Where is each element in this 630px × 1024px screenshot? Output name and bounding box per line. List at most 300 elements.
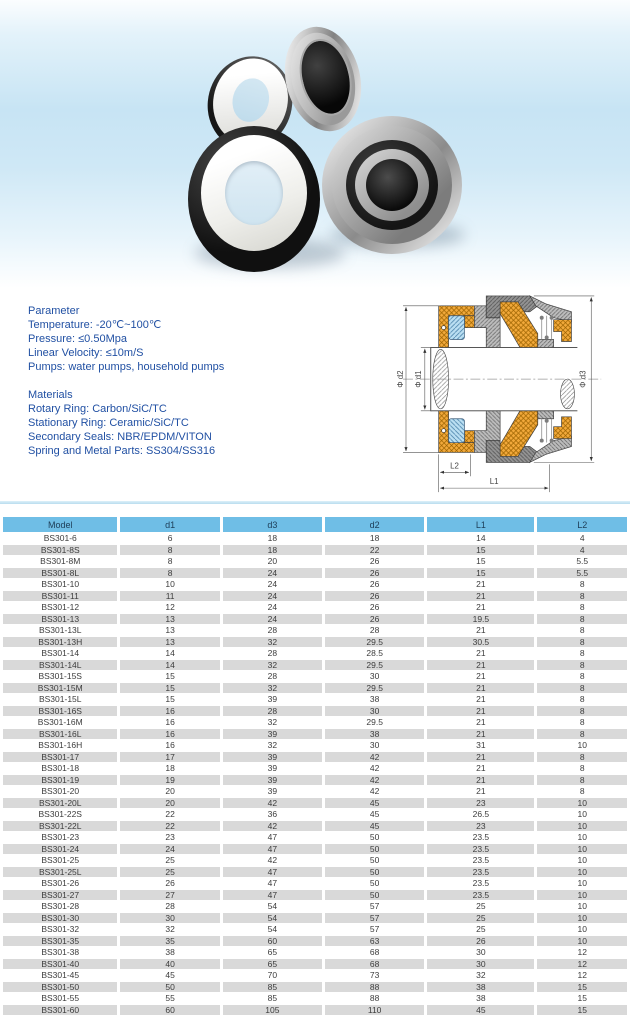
table-cell: 10 bbox=[537, 867, 627, 878]
table-cell: BS301-13L bbox=[38, 625, 82, 635]
table-cell: 23.5 bbox=[427, 844, 534, 855]
table-cell: BS301-28 bbox=[41, 901, 80, 911]
table-cell: 8 bbox=[537, 614, 627, 625]
table-cell: 21 bbox=[427, 591, 534, 602]
table-row bbox=[3, 545, 627, 556]
table-row bbox=[3, 660, 627, 671]
table-row bbox=[3, 729, 627, 740]
spec-line: Pumps: water pumps, household pumps bbox=[28, 361, 225, 373]
table-cell: BS301-15L bbox=[38, 694, 82, 704]
table-cell: 60 bbox=[120, 1005, 219, 1016]
table-cell: 55 bbox=[165, 993, 175, 1003]
table-cell: 30 bbox=[476, 947, 486, 957]
table-cell: 19.5 bbox=[427, 614, 534, 625]
table-cell: 8 bbox=[579, 786, 585, 796]
table-cell: 23.5 bbox=[472, 878, 490, 888]
table-cell: 42 bbox=[325, 775, 424, 786]
table-row bbox=[3, 798, 627, 809]
table-row bbox=[3, 752, 627, 763]
seal-cross-section-diagram bbox=[396, 288, 628, 501]
table-cell: 27 bbox=[120, 890, 219, 901]
table-cell: 26 bbox=[325, 614, 424, 625]
table-cell: 47 bbox=[223, 890, 322, 901]
table-row bbox=[3, 890, 627, 901]
table-cell: 45 bbox=[325, 821, 424, 832]
table-cell: 21 bbox=[476, 602, 486, 612]
table-cell: 18 bbox=[165, 763, 175, 773]
table-cell: 54 bbox=[267, 924, 278, 934]
table-cell: 47 bbox=[267, 832, 278, 842]
table-cell: 25 bbox=[476, 924, 486, 934]
table-cell: 39 bbox=[267, 763, 278, 773]
table-cell: BS301-6 bbox=[43, 533, 77, 543]
table-cell: 26 bbox=[325, 591, 424, 602]
table-cell: BS301-8S bbox=[3, 545, 117, 556]
table-cell: 63 bbox=[325, 936, 424, 947]
table-cell: 23 bbox=[427, 798, 534, 809]
table-cell: 50 bbox=[325, 844, 424, 855]
table-cell: 12 bbox=[577, 970, 587, 980]
table-cell: 21 bbox=[476, 671, 486, 681]
table-cell: 30.5 bbox=[427, 637, 534, 648]
table-cell: 38 bbox=[325, 729, 424, 740]
table-cell: BS301-25L bbox=[3, 867, 117, 878]
col-header-l2: L2 bbox=[537, 517, 627, 532]
table-cell: 50 bbox=[369, 878, 380, 888]
table-cell: 8 bbox=[579, 602, 585, 612]
table-cell: 22 bbox=[120, 821, 219, 832]
table-cell: 39 bbox=[223, 729, 322, 740]
table-header-row bbox=[3, 517, 627, 532]
table-cell: 28 bbox=[267, 625, 278, 635]
table-cell: 10 bbox=[537, 844, 627, 855]
table-row bbox=[3, 614, 627, 625]
table-row bbox=[3, 867, 627, 878]
table-row bbox=[3, 694, 627, 705]
dimensions-table-body bbox=[3, 533, 627, 1015]
dimensions-table bbox=[0, 516, 630, 1016]
table-cell: 60 bbox=[223, 936, 322, 947]
table-cell: 35 bbox=[120, 936, 219, 947]
table-cell: 26 bbox=[165, 878, 175, 888]
table-cell: 45 bbox=[427, 1005, 534, 1016]
table-cell: 10 bbox=[577, 740, 587, 750]
table-cell: 15 bbox=[165, 671, 175, 681]
table-cell: 15 bbox=[165, 694, 175, 704]
table-cell: 54 bbox=[223, 913, 322, 924]
table-row bbox=[3, 821, 627, 832]
table-row bbox=[3, 959, 627, 970]
table-cell: BS301-20L bbox=[3, 798, 117, 809]
table-cell: 12 bbox=[577, 947, 587, 957]
table-cell: 4 bbox=[579, 533, 585, 543]
table-cell: 39 bbox=[223, 752, 322, 763]
table-cell: 11 bbox=[120, 591, 219, 602]
table-cell: 10 bbox=[537, 821, 627, 832]
table-cell: 28 bbox=[267, 671, 278, 681]
table-cell: 21 bbox=[476, 625, 486, 635]
table-cell: BS301-27 bbox=[3, 890, 117, 901]
table-cell: BS301-10 bbox=[41, 579, 80, 589]
table-cell: 110 bbox=[325, 1005, 424, 1016]
table-cell: 42 bbox=[267, 855, 278, 865]
spec-line: Linear Velocity: ≤10m/S bbox=[28, 347, 144, 359]
table-cell: BS301-26 bbox=[41, 878, 80, 888]
table-cell: 28 bbox=[223, 706, 322, 717]
table-cell: BS301-20 bbox=[41, 786, 80, 796]
table-cell: 26 bbox=[427, 936, 534, 947]
table-cell: 21 bbox=[476, 648, 486, 658]
table-cell: 8 bbox=[120, 545, 219, 556]
table-cell: 45 bbox=[369, 809, 380, 819]
table-cell: 30 bbox=[325, 706, 424, 717]
table-cell: 40 bbox=[120, 959, 219, 970]
table-cell: 31 bbox=[476, 740, 486, 750]
dim-label-d1: Φ d1 bbox=[413, 370, 423, 388]
table-cell: 30 bbox=[120, 913, 219, 924]
table-cell: 15 bbox=[427, 545, 534, 556]
table-cell: 28 bbox=[369, 625, 380, 635]
table-cell: 16 bbox=[165, 717, 175, 727]
col-header-model: Model bbox=[3, 517, 117, 532]
table-cell: 21 bbox=[427, 752, 534, 763]
table-row bbox=[3, 717, 627, 728]
table-cell: 26 bbox=[325, 568, 424, 579]
table-cell: 21 bbox=[476, 717, 486, 727]
table-cell: 15 bbox=[577, 993, 587, 1003]
table-cell: 15 bbox=[537, 1005, 627, 1016]
table-cell: 30 bbox=[369, 671, 380, 681]
dim-label-l1: L1 bbox=[489, 477, 499, 487]
table-row bbox=[3, 786, 627, 797]
table-row bbox=[3, 591, 627, 602]
table-cell: 25 bbox=[476, 901, 486, 911]
table-cell: 15 bbox=[537, 982, 627, 993]
table-cell: 10 bbox=[577, 832, 587, 842]
parameter-title: Parameter bbox=[28, 305, 80, 317]
table-cell: BS301-18 bbox=[41, 763, 80, 773]
table-cell: 24 bbox=[267, 602, 278, 612]
table-cell: 12 bbox=[165, 602, 175, 612]
table-cell: 24 bbox=[120, 844, 219, 855]
dim-label-d3: Φ d3 bbox=[578, 370, 588, 388]
table-cell: 8 bbox=[537, 706, 627, 717]
table-cell: BS301-55 bbox=[41, 993, 80, 1003]
table-row bbox=[3, 648, 627, 659]
spec-line: Temperature: -20℃~100℃ bbox=[28, 319, 162, 331]
table-cell: 57 bbox=[325, 913, 424, 924]
table-cell: 22 bbox=[325, 545, 424, 556]
table-cell: 10 bbox=[537, 798, 627, 809]
table-cell: 24 bbox=[223, 591, 322, 602]
col-header-d3: d3 bbox=[223, 517, 322, 532]
table-cell: 68 bbox=[369, 947, 380, 957]
table-row bbox=[3, 683, 627, 694]
table-cell: 88 bbox=[369, 993, 380, 1003]
table-cell: 15 bbox=[427, 568, 534, 579]
table-cell: 8 bbox=[579, 717, 585, 727]
table-cell: 10 bbox=[165, 579, 175, 589]
table-row bbox=[3, 855, 627, 866]
table-row bbox=[3, 809, 627, 820]
table-cell: 10 bbox=[577, 924, 587, 934]
table-cell: 14 bbox=[120, 660, 219, 671]
table-cell: BS301-17 bbox=[3, 752, 117, 763]
table-cell: 8 bbox=[537, 775, 627, 786]
table-cell: BS301-16H bbox=[38, 740, 83, 750]
table-cell: 21 bbox=[427, 660, 534, 671]
table-cell: 68 bbox=[325, 959, 424, 970]
table-cell: 105 bbox=[223, 1005, 322, 1016]
table-cell: 6 bbox=[167, 533, 173, 543]
table-row bbox=[3, 878, 627, 889]
table-cell: 21 bbox=[427, 683, 534, 694]
table-cell: 42 bbox=[223, 798, 322, 809]
seal-head-photo bbox=[274, 19, 371, 140]
table-cell: 15 bbox=[476, 556, 486, 566]
table-cell: 45 bbox=[165, 970, 175, 980]
table-cell: 21 bbox=[427, 729, 534, 740]
table-row bbox=[3, 706, 627, 717]
table-cell: 8 bbox=[579, 579, 585, 589]
table-cell: 5.5 bbox=[537, 568, 627, 579]
table-cell: 65 bbox=[223, 959, 322, 970]
table-cell: 23.5 bbox=[427, 890, 534, 901]
table-cell: 42 bbox=[369, 763, 380, 773]
table-row bbox=[3, 901, 627, 912]
table-cell: 8 bbox=[537, 660, 627, 671]
table-cell: 22 bbox=[165, 809, 175, 819]
table-row bbox=[3, 775, 627, 786]
table-cell: 85 bbox=[223, 982, 322, 993]
spec-line: Stationary Ring: Ceramic/SiC/TC bbox=[28, 417, 189, 429]
table-cell: 18 bbox=[369, 533, 380, 543]
steel-seal-photo bbox=[322, 116, 462, 254]
table-cell: BS301-16M bbox=[37, 717, 83, 727]
dim-label-d2: Φ d2 bbox=[396, 370, 406, 388]
materials-title: Materials bbox=[28, 389, 73, 401]
table-cell: BS301-22S bbox=[38, 809, 82, 819]
table-cell: 21 bbox=[427, 706, 534, 717]
table-cell: BS301-32 bbox=[41, 924, 80, 934]
spec-line: Secondary Seals: NBR/EPDM/VITON bbox=[28, 431, 212, 443]
table-cell: 32 bbox=[165, 924, 175, 934]
table-cell: 26 bbox=[369, 602, 380, 612]
table-cell: 42 bbox=[325, 752, 424, 763]
table-cell: 8 bbox=[120, 568, 219, 579]
table-cell: 29.5 bbox=[325, 637, 424, 648]
table-cell: 88 bbox=[325, 982, 424, 993]
table-row bbox=[3, 924, 627, 935]
table-row bbox=[3, 993, 627, 1004]
table-cell: BS301-60 bbox=[3, 1005, 117, 1016]
table-cell: BS301-30 bbox=[3, 913, 117, 924]
table-row bbox=[3, 970, 627, 981]
table-cell: 38 bbox=[369, 694, 380, 704]
table-cell: 10 bbox=[577, 878, 587, 888]
table-row bbox=[3, 844, 627, 855]
table-cell: 16 bbox=[120, 729, 219, 740]
table-cell: 24 bbox=[267, 579, 278, 589]
info-section bbox=[0, 288, 630, 501]
table-cell: 4 bbox=[537, 545, 627, 556]
seal-assembly-top bbox=[439, 296, 572, 348]
table-row bbox=[3, 579, 627, 590]
table-cell: 25 bbox=[120, 867, 219, 878]
table-cell: 20 bbox=[165, 786, 175, 796]
spec-line: Rotary Ring: Carbon/SiC/TC bbox=[28, 403, 167, 415]
table-cell: 8 bbox=[537, 683, 627, 694]
table-cell: 8 bbox=[537, 752, 627, 763]
col-header-d2: d2 bbox=[325, 517, 424, 532]
table-cell: 29.5 bbox=[325, 683, 424, 694]
table-cell: BS301-50 bbox=[3, 982, 117, 993]
table-cell: 50 bbox=[369, 855, 380, 865]
table-cell: 47 bbox=[223, 867, 322, 878]
table-cell: 26.5 bbox=[472, 809, 490, 819]
table-cell: 23.5 bbox=[472, 855, 490, 865]
table-cell: 19 bbox=[120, 775, 219, 786]
table-cell: 13 bbox=[165, 625, 175, 635]
table-row bbox=[3, 637, 627, 648]
table-cell: BS301-14L bbox=[3, 660, 117, 671]
table-cell: BS301-13H bbox=[3, 637, 117, 648]
table-cell: 24 bbox=[223, 568, 322, 579]
spacer bbox=[28, 374, 224, 388]
table-cell: 32 bbox=[223, 660, 322, 671]
table-cell: 10 bbox=[537, 913, 627, 924]
table-cell: 42 bbox=[369, 786, 380, 796]
table-cell: 65 bbox=[267, 947, 278, 957]
table-cell: 23 bbox=[165, 832, 175, 842]
table-section bbox=[0, 504, 630, 1016]
stationary-seat-photo bbox=[188, 126, 320, 272]
table-cell: 36 bbox=[267, 809, 278, 819]
table-cell: 8 bbox=[537, 591, 627, 602]
table-cell: 14 bbox=[476, 533, 486, 543]
table-cell: BS301-19 bbox=[3, 775, 117, 786]
dim-label-l2: L2 bbox=[450, 461, 459, 471]
table-row bbox=[3, 533, 627, 544]
table-row bbox=[3, 625, 627, 636]
table-cell: 85 bbox=[267, 993, 278, 1003]
table-cell: BS301-11 bbox=[3, 591, 117, 602]
table-cell: 21 bbox=[476, 579, 486, 589]
table-cell: 16 bbox=[120, 706, 219, 717]
spec-line: Pressure: ≤0.50Mpa bbox=[28, 333, 127, 345]
table-cell: 57 bbox=[369, 901, 380, 911]
specs-block bbox=[28, 304, 224, 458]
table-cell: 70 bbox=[267, 970, 278, 980]
table-cell: 10 bbox=[577, 901, 587, 911]
table-cell: 45 bbox=[325, 798, 424, 809]
table-cell: 21 bbox=[476, 786, 486, 796]
table-cell: BS301-35 bbox=[3, 936, 117, 947]
table-cell: 23.5 bbox=[472, 832, 490, 842]
table-cell: 18 bbox=[223, 545, 322, 556]
table-cell: 8 bbox=[537, 729, 627, 740]
table-cell: 28 bbox=[165, 901, 175, 911]
table-cell: BS301-25 bbox=[41, 855, 80, 865]
table-cell: 39 bbox=[267, 786, 278, 796]
table-cell: 12 bbox=[537, 959, 627, 970]
table-cell: 47 bbox=[267, 878, 278, 888]
table-cell: 26 bbox=[369, 556, 380, 566]
table-row bbox=[3, 913, 627, 924]
table-cell: 21 bbox=[476, 763, 486, 773]
table-cell: 42 bbox=[223, 821, 322, 832]
table-cell: BS301-12 bbox=[41, 602, 80, 612]
table-cell: 8 bbox=[579, 648, 585, 658]
table-cell: 32 bbox=[476, 970, 486, 980]
table-cell: 10 bbox=[577, 855, 587, 865]
table-cell: 73 bbox=[369, 970, 380, 980]
table-cell: 50 bbox=[325, 867, 424, 878]
table-cell: 8 bbox=[579, 763, 585, 773]
ring-bore bbox=[225, 161, 283, 225]
table-cell: 15 bbox=[120, 683, 219, 694]
table-cell: 39 bbox=[267, 694, 278, 704]
table-cell: 13 bbox=[120, 637, 219, 648]
table-cell: 20 bbox=[120, 798, 219, 809]
table-row bbox=[3, 982, 627, 993]
table-cell: 30 bbox=[427, 959, 534, 970]
table-row bbox=[3, 936, 627, 947]
table-cell: BS301-24 bbox=[3, 844, 117, 855]
table-cell: 38 bbox=[476, 993, 486, 1003]
table-cell: BS301-23 bbox=[41, 832, 80, 842]
table-cell: 29.5 bbox=[325, 660, 424, 671]
seal-assembly-bottom bbox=[439, 411, 572, 463]
table-cell: BS301-40 bbox=[3, 959, 117, 970]
table-cell: 47 bbox=[223, 844, 322, 855]
table-cell: 30 bbox=[369, 740, 380, 750]
table-cell: 32 bbox=[267, 740, 278, 750]
table-row bbox=[3, 602, 627, 613]
table-cell: 32 bbox=[223, 637, 322, 648]
table-cell: BS301-14 bbox=[41, 648, 80, 658]
table-cell: 5.5 bbox=[576, 556, 589, 566]
table-cell: 17 bbox=[120, 752, 219, 763]
table-cell: 26 bbox=[369, 579, 380, 589]
table-cell: 23.5 bbox=[427, 867, 534, 878]
spec-line: Spring and Metal Parts: SS304/SS316 bbox=[28, 445, 216, 457]
table-cell: BS301-15M bbox=[3, 683, 117, 694]
table-cell: 10 bbox=[577, 809, 587, 819]
table-cell: 50 bbox=[120, 982, 219, 993]
table-cell: 24 bbox=[223, 614, 322, 625]
table-cell: 10 bbox=[537, 890, 627, 901]
table-cell: BS301-38 bbox=[41, 947, 80, 957]
table-cell: 50 bbox=[325, 890, 424, 901]
col-header-l1: L1 bbox=[427, 517, 534, 532]
table-cell: BS301-8L bbox=[3, 568, 117, 579]
table-cell: 18 bbox=[267, 533, 278, 543]
table-cell: 29.5 bbox=[366, 717, 383, 727]
table-cell: BS301-22L bbox=[3, 821, 117, 832]
table-cell: 38 bbox=[427, 982, 534, 993]
table-cell: BS301-45 bbox=[41, 970, 80, 980]
table-cell: 28.5 bbox=[366, 648, 383, 658]
table-cell: 8 bbox=[537, 637, 627, 648]
table-cell: 16 bbox=[165, 740, 175, 750]
table-cell: 8 bbox=[579, 671, 585, 681]
ring-bore bbox=[366, 159, 418, 211]
table-cell: 39 bbox=[223, 775, 322, 786]
table-cell: BS301-16S bbox=[3, 706, 117, 717]
table-row bbox=[3, 568, 627, 579]
table-cell: 20 bbox=[267, 556, 278, 566]
